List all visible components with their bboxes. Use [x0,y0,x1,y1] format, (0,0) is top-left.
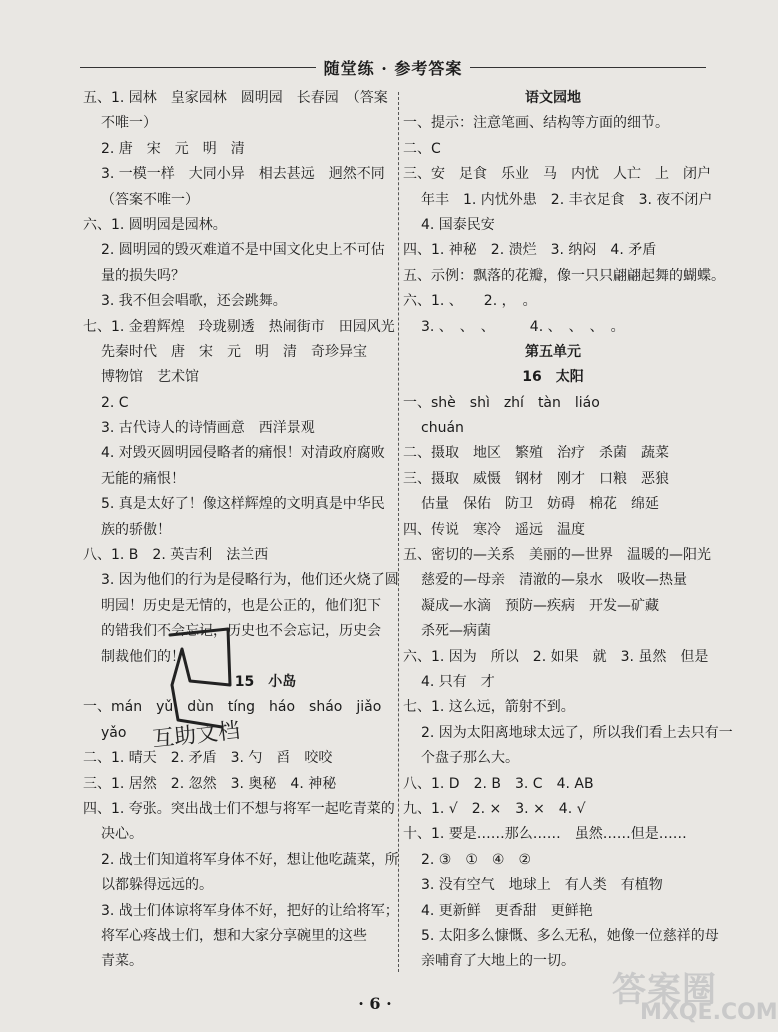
answer-line: 3. 、 、 、 4. 、 、 、 。 [421,318,625,335]
answer-line: 二、1. 晴天 2. 矛盾 3. 勺 舀 咬咬 [83,750,333,767]
answer-line: 一、mán yǔ dùn tíng háo sháo jiǎo [83,699,382,716]
answer-line: 2. 战士们知道将军身体不好，想让他吃蔬菜，所 [101,851,399,868]
answer-line: 无能的痛恨！ [101,470,185,487]
answer-line: 三、安 足食 乐业 马 内忧 人亡 上 闭户 [403,166,711,183]
answer-line: 五、示例：飘落的花瓣，像一只只翩翩起舞的蝴蝶。 [403,267,725,284]
answer-line: 2. C [101,394,129,411]
answer-line: 以都躲得远远的。 [101,877,213,894]
answer-line: 3. 战士们体谅将军身体不好，把好的让给将军； [101,902,399,919]
answer-line: 制裁他们的！ [101,648,185,665]
answer-line: 量的损失吗？ [101,267,185,284]
answer-line: 慈爱的—母亲 清澈的—泉水 吸收—热量 [421,572,687,589]
answer-line: 三、摄取 威慑 钢材 刚才 口粮 恶狼 [403,470,669,487]
answer-line: 2. ③ ① ④ ② [421,851,532,868]
answer-line: 二、C [403,140,441,157]
answer-line: 五、密切的—关系 美丽的—世界 温暖的—阳光 [403,547,711,564]
column-divider [398,92,399,972]
answer-line: 2. 因为太阳离地球太远了，所以我们看上去只有一 [421,724,733,741]
answer-line: 七、1. 金碧辉煌 玲珑剔透 热闹街市 田园风光 [83,318,395,335]
answer-line: 5. 真是太好了！像这样辉煌的文明真是中华民 [101,496,385,513]
answer-line: 将军心疼战士们，想和大家分享碗里的这些 [101,927,367,944]
page-number: · 6 · [358,994,392,1013]
answer-line: 杀死—病菌 [421,623,491,640]
answer-line: 2. 唐 宋 元 明 清 [101,140,245,157]
answer-line: 先秦时代 唐 宋 元 明 清 奇珍异宝 [101,343,367,360]
answer-line: 博物馆 艺术馆 [101,369,199,386]
answer-line: 3. 因为他们的行为是侵略行为，他们还火烧了圆 [101,572,399,589]
answer-line: 5. 太阳多么慷慨、多么无私，她像一位慈祥的母 [421,927,719,944]
answer-line: 二、摄取 地区 繁殖 治疗 杀菌 蔬菜 [403,445,669,462]
right-column [403,86,733,975]
answer-line: 九、1. √ 2. × 3. × 4. √ [403,800,586,817]
answer-line: 3. 古代诗人的诗情画意 西洋景观 [101,420,315,437]
answer-line: 第五单元 [525,343,581,360]
answer-line: 七、1. 这么远，箭射不到。 [403,699,575,716]
answer-line: 4. 对毁灭圆明园侵略者的痛恨！对清政府腐败 [101,445,385,462]
header-title: 随堂练 · 参考答案 [323,59,463,78]
answer-line: 4. 国泰民安 [421,216,495,233]
header-rule-right [470,67,706,68]
answer-line: 四、1. 夸张。突出战士们不想与将军一起吃青菜的 [83,800,395,817]
answer-line: 年丰 1. 内忧外患 2. 丰衣足食 3. 夜不闭户 [421,191,713,208]
stamp-text: 互助文档 [151,718,242,753]
answer-line: 明园！历史是无情的，也是公正的，他们犯下 [101,597,381,614]
answer-line: 16 太阳 [522,369,584,386]
page-header [80,56,706,80]
answer-line: 四、传说 寒冷 遥远 温度 [403,521,585,538]
answer-line: 四、1. 神秘 2. 溃烂 3. 纳闷 4. 矛盾 [403,242,657,259]
answer-line: 决心。 [101,826,143,843]
answer-line: 个盘子那么大。 [421,750,519,767]
answer-line: 六、1. 因为 所以 2. 如果 就 3. 虽然 但是 [403,648,709,665]
answer-line: 4. 只有 才 [421,673,495,690]
answer-line: 3. 我不但会唱歌，还会跳舞。 [101,293,287,310]
answer-line: 凝成—水滴 预防—疾病 开发—矿藏 [421,597,659,614]
answer-line: 3. 一模一样 大同小异 相去甚远 迥然不同 [101,166,385,183]
answer-line: 八、1. D 2. B 3. C 4. AB [403,775,594,792]
watermark-logo: 答案圈 [612,970,717,1010]
watermark-url: MXQE.COM [640,1000,778,1025]
answer-line: 亲哺育了大地上的一切。 [421,953,575,970]
answer-line: （答案不唯一） [101,191,199,208]
answer-line: 八、1. B 2. 英吉利 法兰西 [83,547,269,564]
answer-line: 六、1. 、 2. ， 。 [403,293,537,310]
left-column [83,86,399,975]
answer-line: 族的骄傲！ [101,521,171,538]
answer-line: chuán [421,420,464,437]
answer-line: 十、1. 要是……那么…… 虽然……但是…… [403,826,687,843]
answer-line: 估量 保佑 防卫 妨碍 棉花 绵延 [421,496,659,513]
answer-line: 的错我们不会忘记，历史也不会忘记，历史会 [101,623,381,640]
answer-line: 五、1. 园林 皇家园林 圆明园 长春园 （答案 [83,90,388,106]
answer-line: 青菜。 [101,953,143,970]
answer-line: 一、提示：注意笔画、结构等方面的细节。 [403,115,669,132]
answer-line: 不唯一） [101,115,157,132]
answer-line: 三、1. 居然 2. 忽然 3. 奥秘 4. 神秘 [83,775,337,792]
answer-line: 3. 没有空气 地球上 有人类 有植物 [421,877,663,894]
answer-line: yǎo [101,724,127,741]
answer-line: 一、shè shì zhí tàn liáo [403,394,600,411]
answer-line: 15 小岛 [234,673,297,690]
answer-line: 4. 更新鲜 更香甜 更鲜艳 [421,902,593,919]
answer-line: 六、1. 圆明园是园林。 [83,216,227,233]
answer-line: 2. 圆明园的毁灭难道不是中国文化史上不可估 [101,242,385,259]
answer-line: 语文园地 [525,90,581,106]
